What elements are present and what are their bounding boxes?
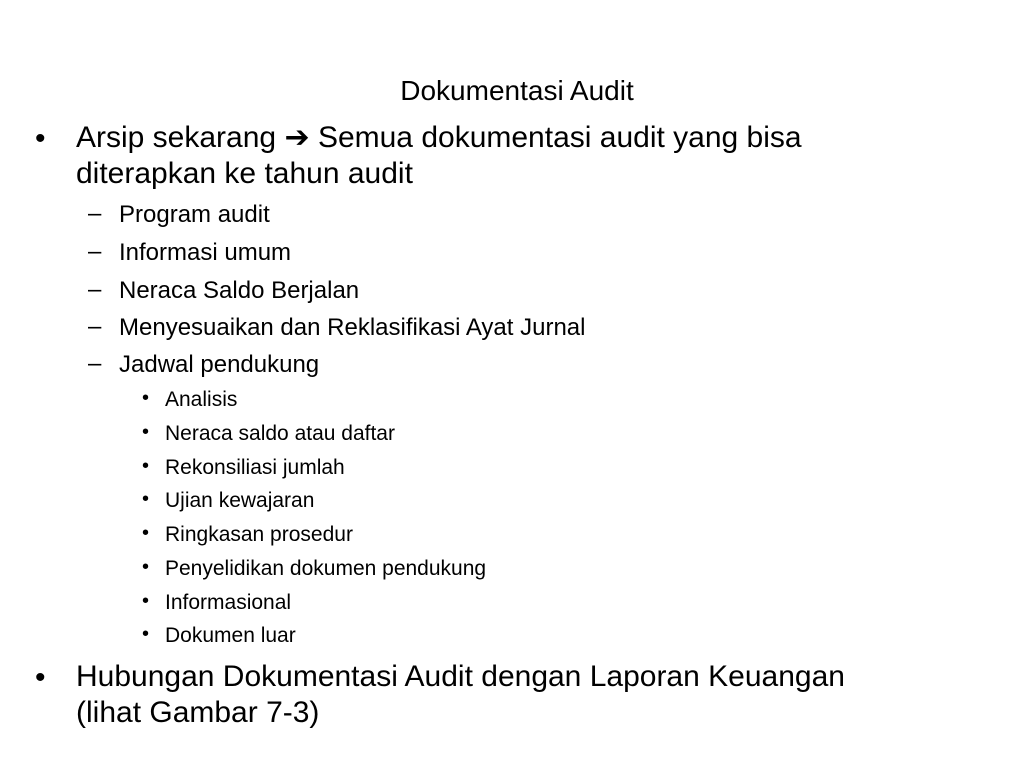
dot-marker: •	[142, 590, 150, 612]
sub-sub-item	[0, 387, 1024, 413]
sub-item-label: Program audit	[119, 201, 270, 228]
dash-marker: –	[88, 200, 102, 227]
sub-item	[0, 313, 1024, 343]
bullet-1-line-1	[76, 120, 802, 156]
slide-title: Dokumentasi Audit	[400, 75, 634, 106]
bullet-item-2-continuation	[0, 695, 1024, 735]
sub-sub-item	[0, 421, 1024, 447]
dot-marker: •	[142, 556, 150, 578]
sub-sub-item	[0, 455, 1024, 481]
sub-sub-item-label: Ringkasan prosedur	[165, 523, 353, 546]
sub-item	[0, 276, 1024, 306]
sub-item	[0, 238, 1024, 268]
dot-marker: •	[142, 421, 150, 443]
dash-marker: –	[88, 238, 102, 265]
sub-sub-item-label: Analisis	[165, 388, 238, 411]
bullet-2-line-1: Hubungan Dokumentasi Audit dengan Laporan Keuangan	[76, 660, 845, 693]
sub-sub-item	[0, 590, 1024, 616]
dot-marker: •	[142, 522, 150, 544]
bullet-item-1-continuation	[0, 156, 1024, 196]
sub-item-label: Neraca Saldo Berjalan	[119, 277, 360, 304]
sub-item	[0, 350, 1024, 380]
dot-marker: •	[142, 488, 150, 510]
sub-sub-item	[0, 623, 1024, 649]
dot-marker: •	[142, 387, 150, 409]
dash-marker: –	[88, 350, 102, 377]
arrow-icon: ➔	[284, 121, 310, 154]
bullet-1-text-after-arrow: Semua dokumentasi audit yang bisa	[317, 121, 802, 154]
bullet-1-text-before-arrow: Arsip sekarang	[76, 121, 277, 154]
dash-marker: –	[88, 276, 102, 303]
sub-item	[0, 200, 1024, 230]
sub-sub-item-label: Informasional	[165, 591, 292, 614]
sub-item-label: Jadwal pendukung	[119, 351, 320, 378]
sub-sub-item-label: Neraca saldo atau daftar	[165, 422, 395, 445]
sub-sub-item	[0, 522, 1024, 548]
sub-item-label: Menyesuaikan dan Reklasifikasi Ayat Jurnal	[119, 314, 586, 341]
sub-sub-item-label: Penyelidikan dokumen pendukung	[165, 557, 487, 580]
dot-marker: •	[142, 623, 150, 645]
bullet-marker: •	[35, 661, 46, 694]
sub-sub-item	[0, 556, 1024, 582]
sub-item-label: Informasi umum	[119, 239, 292, 266]
dot-marker: •	[142, 455, 150, 477]
bullet-item-1	[0, 120, 1024, 160]
dash-marker: –	[88, 313, 102, 340]
sub-sub-item-label: Rekonsiliasi jumlah	[165, 456, 345, 479]
sub-sub-item-label: Ujian kewajaran	[165, 489, 315, 512]
sub-sub-item-label: Dokumen luar	[165, 624, 296, 647]
bullet-item-2	[0, 659, 1024, 699]
bullet-1-line-2: diterapkan ke tahun audit	[76, 157, 413, 190]
bullet-2-line-2: (lihat Gambar 7-3)	[76, 696, 320, 729]
sub-sub-item	[0, 488, 1024, 514]
bullet-marker: •	[35, 122, 46, 155]
